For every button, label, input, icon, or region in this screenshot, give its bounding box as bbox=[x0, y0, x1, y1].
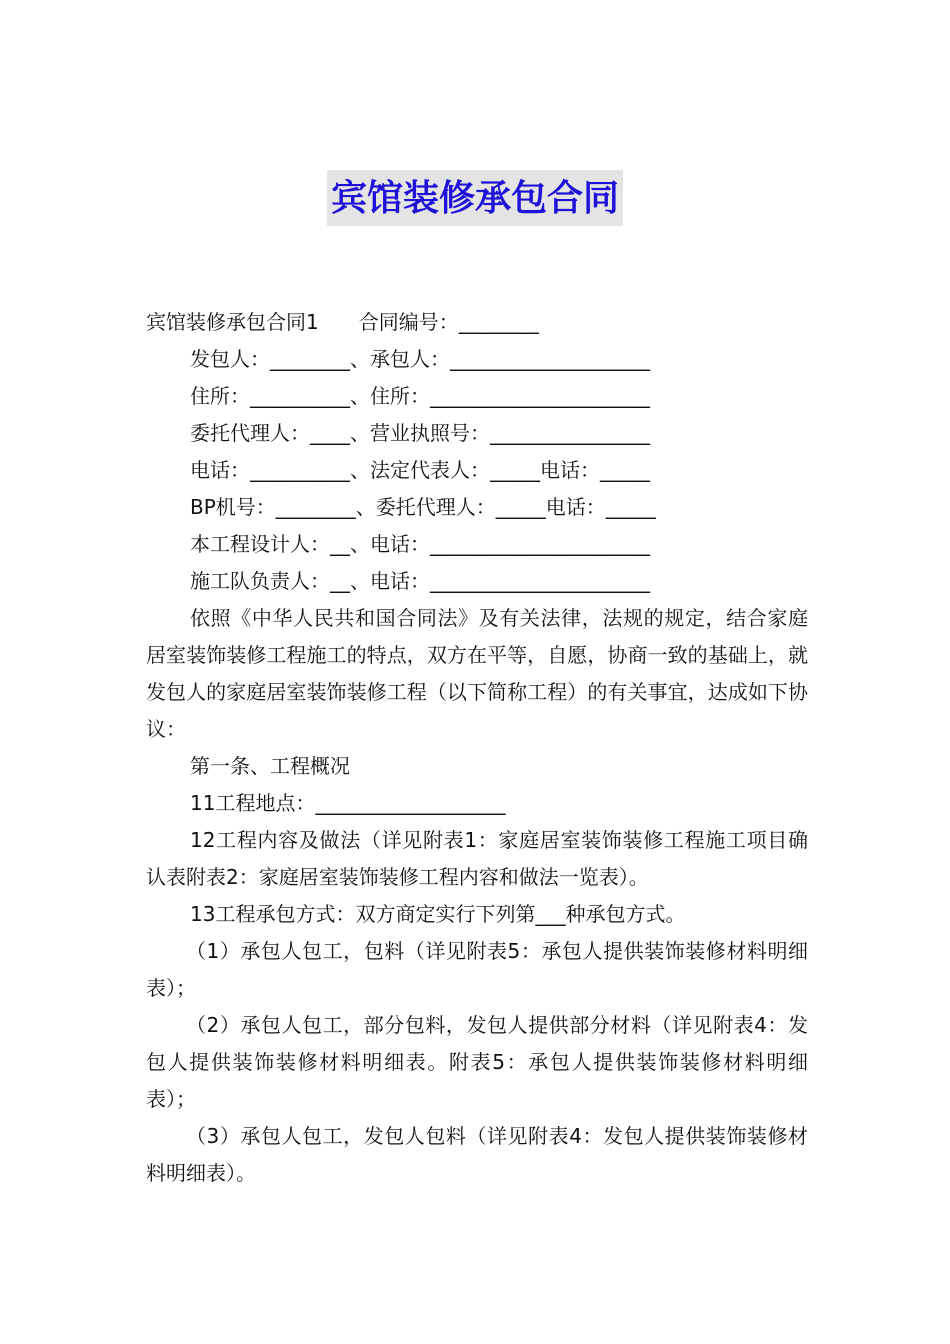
team-leader-line: 施工队负责人：__、电话：______________________ bbox=[190, 569, 650, 593]
document-body bbox=[146, 304, 808, 1192]
designer-line: 本工程设计人：__、电话：______________________ bbox=[190, 532, 650, 556]
document-title: 宾馆装修承包合同 bbox=[327, 170, 623, 226]
party-line: 发包人：________、承包人：____________________ bbox=[190, 347, 650, 371]
clause-11: 11工程地点：___________________ bbox=[190, 791, 506, 815]
preamble-paragraph: 依照《中华人民共和国合同法》及有关法律，法规的规定，结合家庭居室装饰装修工程施工的特点，双方在平等，自愿，协商一致的基础上，就发包人的家庭居室装饰装修工程（以下简称工程）的有关事宜，达成如下协议： bbox=[146, 606, 808, 741]
option-2: （2）承包人包工，部分包料，发包人提供部分材料（详见附表4：发包人提供装饰装修材料明细表。附表5：承包人提供装饰装修材料明细表）； bbox=[146, 1013, 808, 1111]
clause-13: 13工程承包方式：双方商定实行下列第___种承包方式。 bbox=[190, 902, 686, 926]
bp-agent-line: BP机号：________、委托代理人：_____电话：_____ bbox=[190, 495, 656, 519]
contract-number-line: 宾馆装修承包合同1 合同编号：________ bbox=[146, 310, 539, 334]
address-line: 住所：__________、住所：______________________ bbox=[190, 384, 650, 408]
clause-12: 12工程内容及做法（详见附表1：家庭居室装饰装修工程施工项目确认表附表2：家庭居室装饰装修工程内容和做法一览表）。 bbox=[146, 828, 808, 889]
agent-license-line: 委托代理人：____、营业执照号：________________ bbox=[190, 421, 650, 445]
document-title-wrap bbox=[0, 170, 950, 226]
article-one-heading: 第一条、工程概况 bbox=[190, 754, 350, 778]
phone-representative-line: 电话：__________、法定代表人：_____电话：_____ bbox=[190, 458, 650, 482]
option-1: （1）承包人包工，包料（详见附表5：承包人提供装饰装修材料明细表）； bbox=[146, 939, 808, 1000]
option-3: （3）承包人包工，发包人包料（详见附表4：发包人提供装饰装修材料明细表）。 bbox=[146, 1124, 808, 1185]
